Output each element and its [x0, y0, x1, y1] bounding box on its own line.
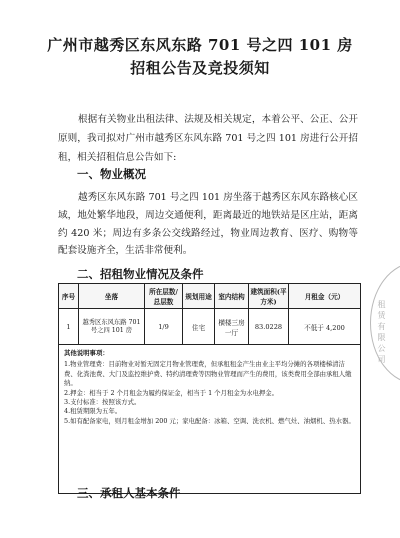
notes-title: 其他说明事项：	[64, 349, 109, 357]
document-title-line2: 招租公告及竞投须知	[130, 59, 270, 77]
table-header: 所在层数/总层数	[145, 284, 183, 309]
section1-heading: 一、物业概况	[77, 167, 146, 181]
cell-no: 1	[59, 309, 79, 345]
table-header: 室内结构	[215, 284, 249, 309]
section1-paragraph: 越秀区东风东路 701 号之四 101 房坐落于越秀区东风东路核心区域，地处繁华地段，周边交通便利，距离最近的地铁站是区庄站，距离约 420 米；周边有多条公交线路经过，物业周边教育、医疗、购物等配套设施齐全，生活非常便利。	[58, 192, 358, 257]
notes-row	[59, 345, 361, 494]
table-header: 规划用途	[183, 284, 215, 309]
cell-structure: 横楼三房一厅	[215, 309, 249, 345]
table-header: 序号	[59, 284, 79, 309]
cell-floor: 1/9	[145, 309, 183, 345]
note-item: 4.租赁期限为五年。	[64, 407, 122, 416]
notes-cell	[59, 345, 361, 494]
table-header-row	[59, 284, 361, 309]
cell-location: 越秀区东风东路 701 号之四 101 房	[79, 309, 145, 345]
note-item: 1.物业管理费：目前物业对暂无固定月物业管理费，但承租租金产生由业主平均分摊的各项楼梯清洁费、化粪池费、大门及监控维护费、特约清理费等因物业管理而产生的费用，该类费用全部由承租人缴纳。	[64, 360, 352, 388]
cell-area: 83.0228	[249, 309, 289, 345]
seal-text: 租赁有限公司	[377, 300, 386, 366]
intro-paragraph: 根据有关物业出租法律、法规及相关规定，本着公平、公正、公开原则，我司拟对广州市越秀区东风东路 701 号之四 101 房进行公开招租，相关招租信息公告如下:	[58, 114, 358, 163]
cell-rent: 不低于 4,200	[289, 309, 361, 345]
table-row	[59, 309, 361, 345]
cell-use: 住宅	[183, 309, 215, 345]
table-header: 坐落	[79, 284, 145, 309]
section2-heading: 二、招租物业情况及条件	[77, 267, 204, 281]
document-title-line1: 广州市越秀区东风东路 701 号之四 101 房	[47, 36, 353, 54]
note-item: 3.支付标准：按照该方式。	[64, 398, 141, 407]
note-item: 2.押金：相当于 2 个月租金为履约保证金，相当于 1 个月租金为水电押金。	[64, 388, 279, 397]
property-table	[58, 283, 361, 494]
table-header: 建筑面积(平方米)	[249, 284, 289, 309]
table-header: 月租金（元）	[289, 284, 361, 309]
note-item: 5.如有配备家电，则月租金增加 200 元；家电配备：冰箱、空调、洗衣机、燃气灶、油烟机、热水器。	[64, 416, 355, 425]
section3-heading: 三、承租人基本条件	[77, 486, 181, 500]
